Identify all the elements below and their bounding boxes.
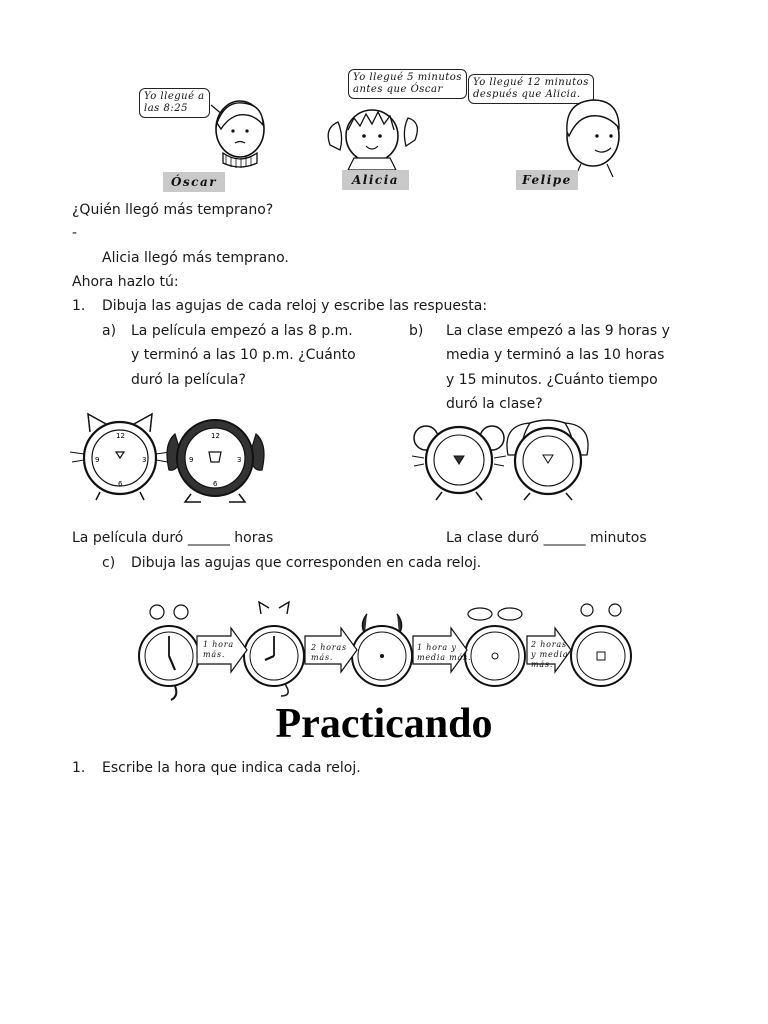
alicia-illustration bbox=[320, 100, 425, 170]
part-b-line: media y terminó a las 10 horas bbox=[446, 347, 665, 363]
svg-text:9: 9 bbox=[189, 456, 194, 464]
arrow-label-line: 2 horas bbox=[531, 640, 567, 649]
felipe-bubble-line: Yo llegué 12 minutos bbox=[473, 77, 589, 88]
part-a-label: a) bbox=[102, 323, 117, 339]
alicia-bubble-line: Yo llegué 5 minutos bbox=[353, 72, 462, 83]
part-c-instruction: Dibuja las agujas que corresponden en cada reloj. bbox=[131, 555, 482, 571]
arrow-label-line: media más. bbox=[417, 653, 472, 662]
svg-text:3: 3 bbox=[237, 456, 242, 464]
part-c-label: c) bbox=[102, 555, 116, 571]
oscar-bubble-line: Yo llegué a bbox=[144, 91, 205, 102]
rabbit-clock-illustration bbox=[500, 415, 595, 500]
exercise-number: 1. bbox=[72, 298, 86, 314]
arrow-label-line: más. bbox=[203, 650, 226, 659]
alicia-bubble-line: antes que Óscar bbox=[353, 84, 443, 95]
dog-clock-illustration bbox=[163, 414, 268, 504]
part-b-line: duró la clase? bbox=[446, 396, 543, 412]
practice-title: Practicando bbox=[275, 701, 493, 747]
svg-text:12: 12 bbox=[211, 432, 220, 440]
arrow-label-line: 1 hora bbox=[203, 640, 234, 649]
part-b-answer-line: La clase duró ______ minutos bbox=[446, 530, 647, 546]
felipe-name-tag: Felipe bbox=[516, 170, 578, 190]
svg-text:6: 6 bbox=[118, 480, 123, 488]
arrow-label-line: 1 hora y bbox=[417, 643, 457, 652]
alicia-name-tag: Alicia bbox=[342, 170, 409, 190]
example-question: ¿Quién llegó más temprano? bbox=[72, 202, 274, 218]
alicia-speech-bubble bbox=[348, 69, 467, 99]
arrow-label-2 bbox=[311, 643, 347, 663]
svg-text:3: 3 bbox=[142, 456, 147, 464]
exercise-instruction: Dibuja las agujas de cada reloj y escribe las respuesta: bbox=[102, 298, 488, 314]
part-a-answer-line: La película duró ______ horas bbox=[72, 530, 274, 546]
felipe-illustration bbox=[555, 92, 630, 177]
practice-item-text: Escribe la hora que indica cada reloj. bbox=[102, 760, 361, 776]
part-a-line: y terminó a las 10 p.m. ¿Cuánto bbox=[131, 347, 356, 363]
svg-text:6: 6 bbox=[213, 480, 218, 488]
svg-text:12: 12 bbox=[116, 432, 125, 440]
cat-clock-illustration bbox=[70, 412, 170, 502]
example-answer: Alicia llegó más temprano. bbox=[102, 250, 289, 266]
part-b-line: y 15 minutos. ¿Cuánto tiempo bbox=[446, 372, 658, 388]
oscar-bubble-line: las 8:25 bbox=[144, 103, 188, 114]
mouse-clock-illustration bbox=[412, 420, 507, 500]
arrow-label-line: 2 horas bbox=[311, 643, 347, 652]
arrow-label-line: más. bbox=[311, 653, 334, 662]
part-a-line: La película empezó a las 8 p.m. bbox=[131, 323, 353, 339]
arrow-label-1 bbox=[203, 640, 234, 660]
arrow-label-4 bbox=[531, 640, 568, 670]
part-a-line: duró la película? bbox=[131, 372, 246, 388]
arrow-label-3 bbox=[417, 643, 471, 663]
practice-item-number: 1. bbox=[72, 760, 86, 776]
example-dash: - bbox=[72, 225, 78, 241]
oscar-name-tag: Óscar bbox=[163, 172, 225, 192]
arrow-label-line: y media bbox=[531, 650, 569, 659]
oscar-illustration bbox=[195, 95, 285, 175]
svg-text:9: 9 bbox=[95, 456, 100, 464]
part-b-label: b) bbox=[409, 323, 424, 339]
arrow-label-line: más. bbox=[531, 660, 554, 669]
felipe-bubble-line: después que Alicia. bbox=[473, 89, 581, 100]
part-b-line: La clase empezó a las 9 horas y bbox=[446, 323, 670, 339]
now-you-heading: Ahora hazlo tú: bbox=[72, 274, 179, 290]
